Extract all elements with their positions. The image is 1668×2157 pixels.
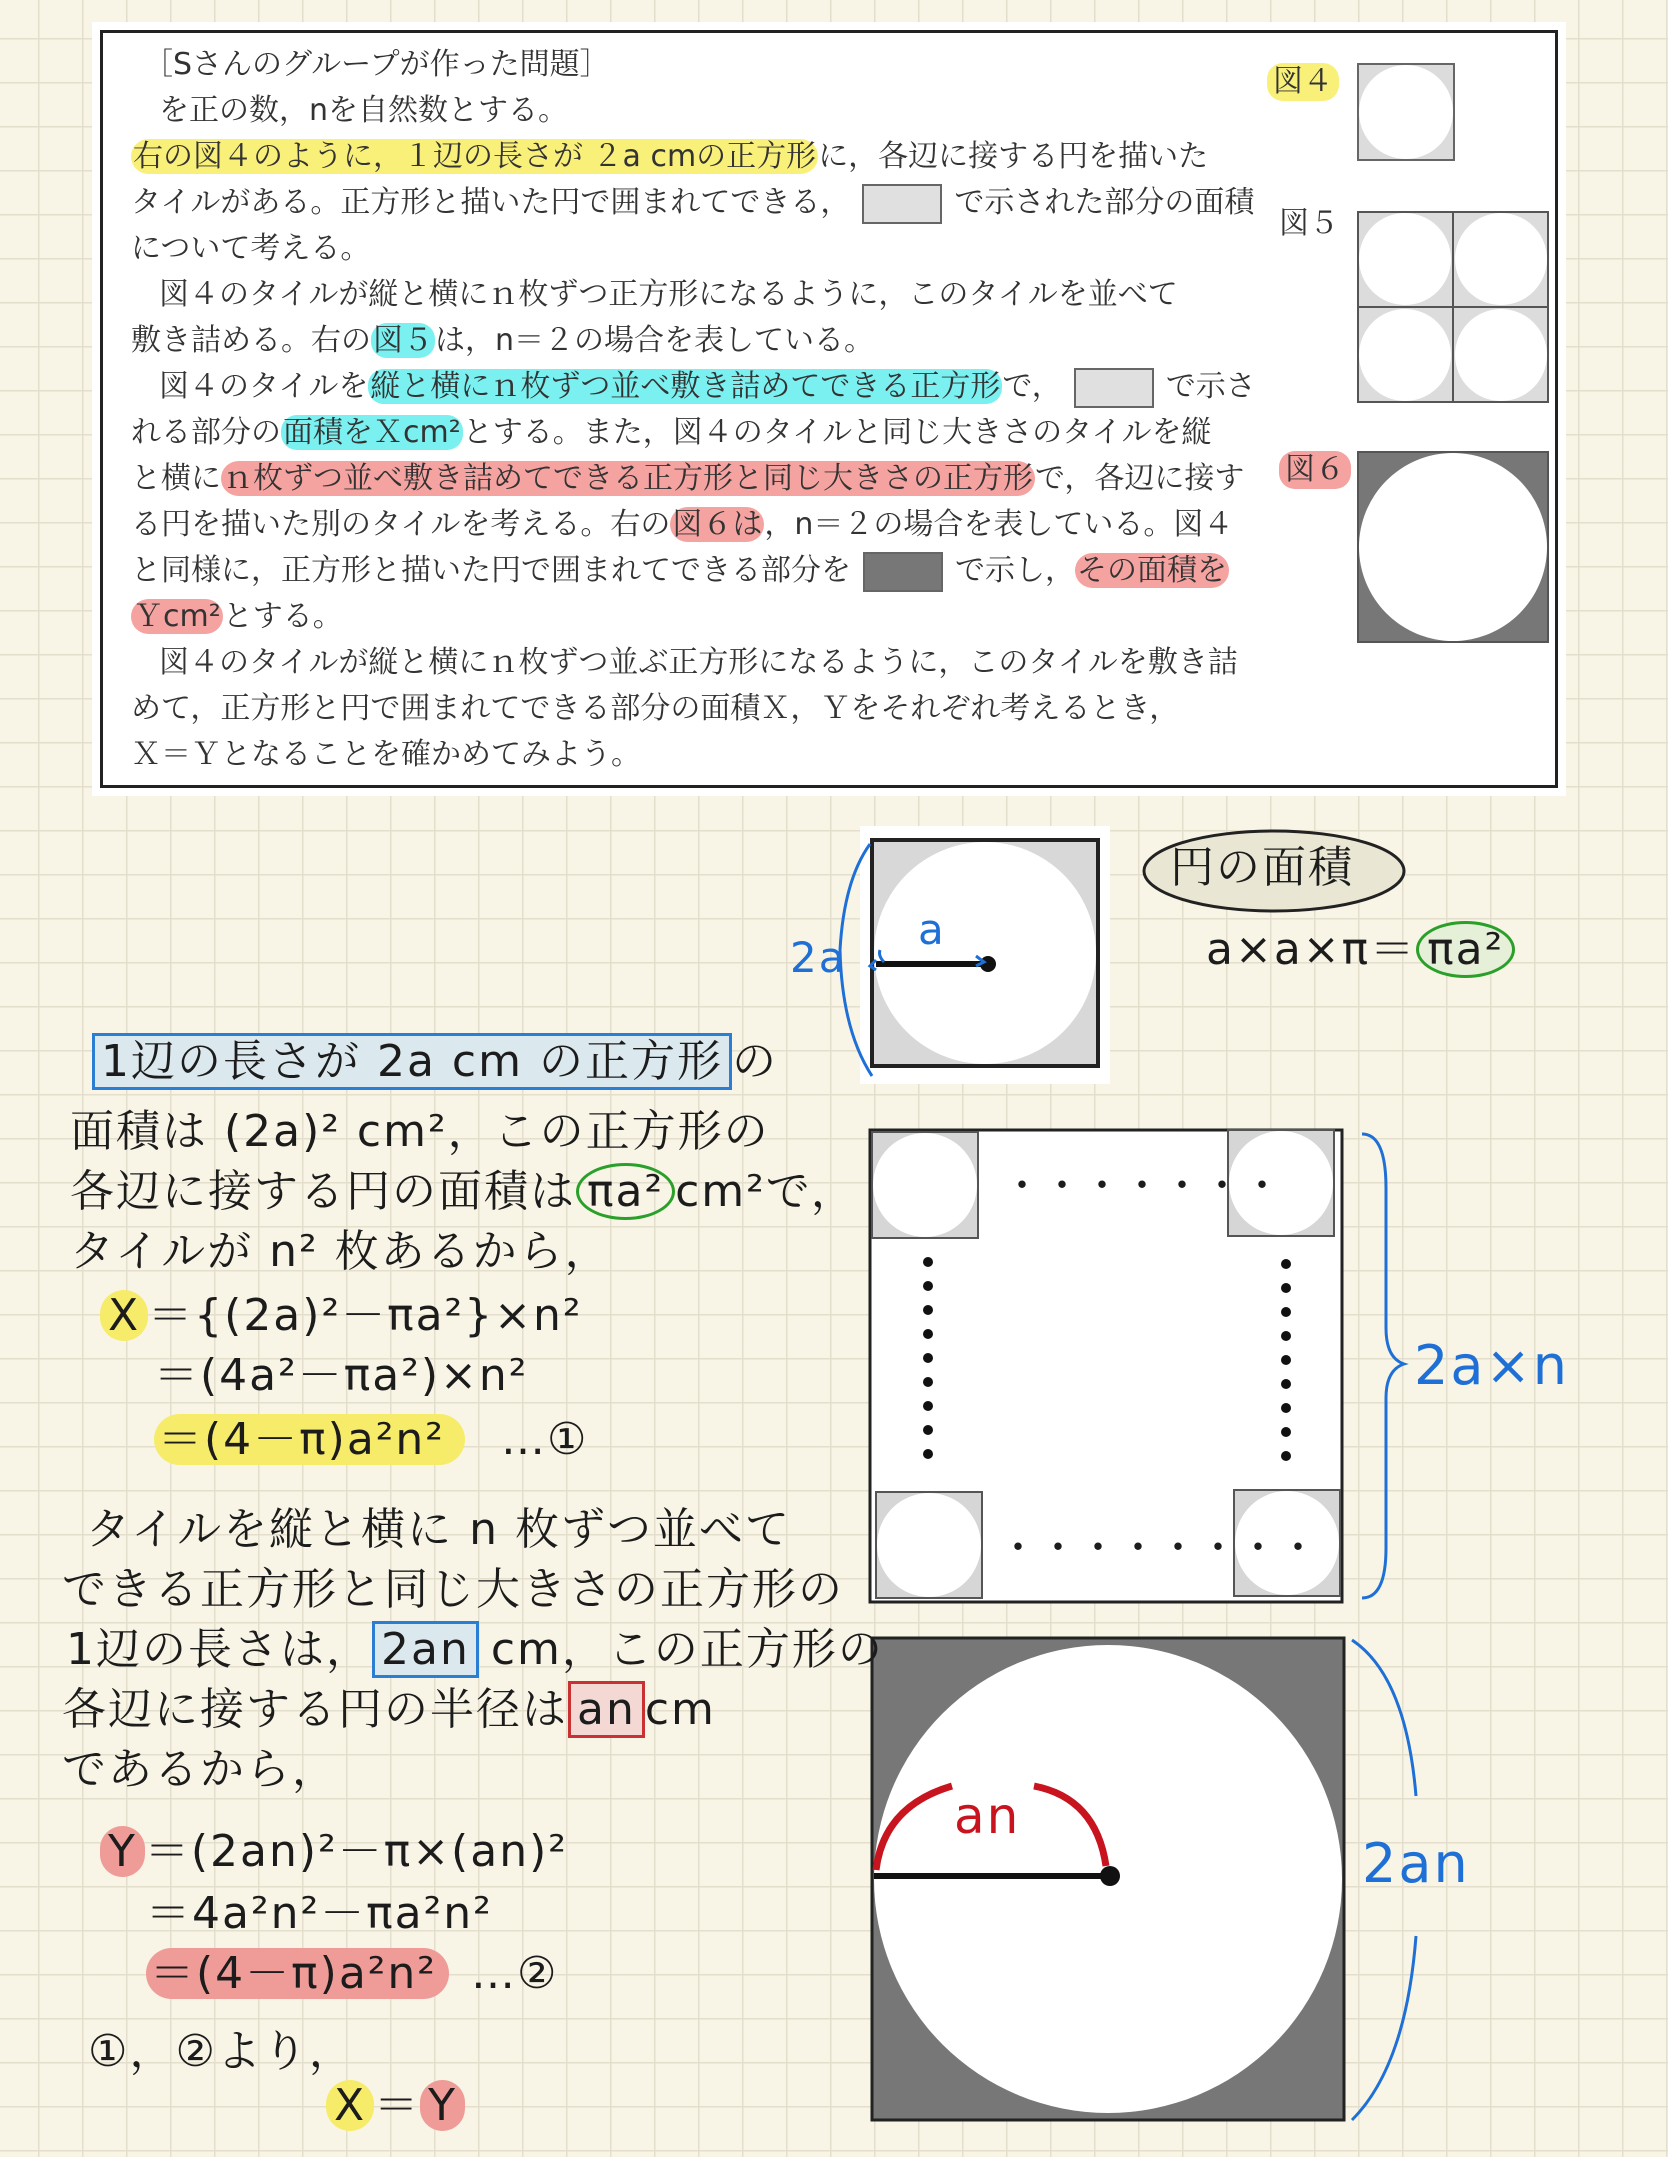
formula-text: a×a×π＝ [1206,924,1417,975]
x-equation-3 [154,1410,588,1470]
problem-line: 図４のタイルが縦と横にｎ枚ずつ正方形になるように，このタイルを並べて [159,277,1178,312]
equation-tag-2: …② [470,1948,559,1999]
problem-line: めて，正方形と円で囲まれてできる部分の面積Ｘ，Ｙをそれぞれ考えるとき， [131,691,1180,726]
dots-bottom: ・・・・・・・・ [998,1525,1318,1571]
equation-text: ＝{(2a)²－πa²}×n² [148,1290,583,1341]
note-line: できる正方形と同じ大きさの正方形の [62,1564,844,1615]
problem-line [131,135,1208,179]
x-label-highlight: X [100,1290,148,1341]
y-equation-1 [100,1822,568,1882]
label-a: a [918,905,946,954]
boxed-red: an [568,1681,645,1738]
figure-6-tile [1357,451,1549,643]
figure-4-tile [1357,63,1455,161]
note-line [92,1032,778,1092]
conclusion-y: Y [420,2080,465,2131]
problem-text: と同様に，正方形と描いた円で囲まれてできる部分を [131,553,851,588]
problem-text: で示された部分の面積 [954,185,1255,220]
highlight-red: ｎ枚ずつ並べ敷き詰めてできる正方形と同じ大きさの正方形 [223,461,1033,496]
conclusion-x: X [326,2080,374,2131]
conclusion-line-2 [326,2076,465,2136]
problem-line [131,549,1229,593]
y-equation-3 [146,1944,558,2004]
note-line: タイルを縦と横に n 枚ずつ並べて [86,1504,791,1555]
note-line [62,1680,716,1740]
problem-text: とする。また，図４のタイルと同じ大きさのタイルを縦 [462,415,1212,450]
note-line [66,1620,884,1680]
note-text: cm，この正方形の [490,1624,884,1675]
x-equation-1 [100,1286,583,1346]
big-circle-diagram [870,1636,1346,2124]
figure-6-label: 図６ [1279,451,1351,489]
problem-line [131,411,1212,455]
problem-text: とする。 [222,599,343,634]
highlight-cyan: 縦と横にｎ枚ずつ並べ敷き詰めてできる正方形 [370,369,1001,404]
label-2an: 2an [1362,1832,1470,1895]
x-equation-2: ＝(4a²－πa²)×n² [154,1350,529,1401]
problem-text: タイルがある。正方形と描いた円で囲まれてできる， [131,185,851,220]
problem-line [131,181,1254,225]
highlight-yellow: 右の図４のように，１辺の長さが ２a cmの正方形 [133,139,817,174]
label-2axn: 2a×n [1414,1334,1569,1397]
problem-line: 図４のタイルが縦と横にｎ枚ずつ並ぶ正方形になるように，このタイルを敷き詰 [159,645,1238,680]
note-line: 面積は (2a)² cm²，この正方形の [70,1106,770,1157]
problem-text: で示さ [1165,369,1256,404]
problem-heading: ［Sさんのグループが作った問題］ [143,47,610,82]
y-label-highlight: Y [100,1826,145,1877]
note-text: の [731,1036,778,1087]
problem-box [100,30,1558,788]
figure-5-label: 図５ [1279,206,1339,241]
x-result-highlight: ＝(4－π)a²n² [154,1414,465,1465]
problem-line [131,457,1244,501]
boxed-blue: 1辺の長さが 2a cm の正方形 [92,1033,732,1090]
note-line: であるから， [62,1744,338,1795]
equation-text: ＝ [374,2080,421,2131]
problem-text: る円を描いた別のタイルを考える。右の [131,507,671,542]
note-text: 各辺に接する円の半径は [62,1684,568,1735]
problem-text: 図４のタイルを [159,369,369,404]
light-gray-swatch [862,184,942,224]
problem-line [131,595,343,639]
problem-line [131,319,874,363]
highlight-cyan: 面積をＸcm² [283,415,461,450]
note-line: タイルが n² 枚あるから， [70,1226,611,1277]
note-text: cm²で， [675,1166,857,1217]
dots-top: ・・・・・・・ [1002,1163,1282,1209]
equation-text: ＝(2an)²－π×(an)² [144,1826,568,1877]
note-line [70,1162,857,1222]
problem-line: について考える。 [131,231,371,266]
problem-line: Ｘ＝Ｙとなることを確かめてみよう。 [131,737,641,772]
problem-line [131,503,1233,547]
dark-gray-swatch [863,552,943,592]
problem-text: 敷き詰める。右の [131,323,371,358]
y-result-highlight: ＝(4－π)a²n² [146,1948,449,1999]
figure-4-label: 図４ [1267,63,1339,101]
circle-area-formula [1206,920,1515,980]
tile-radius-diagram [860,826,1110,1084]
note-text: 1辺の長さは， [66,1624,372,1675]
highlight-red: その面積を [1077,553,1227,588]
boxed-blue: 2an [372,1621,479,1678]
label-an-radius: an [954,1787,1021,1845]
figure-5-tiles [1357,211,1549,403]
formula-circled: πa² [1416,921,1515,978]
problem-line: を正の数，nを自然数とする。 [159,93,569,128]
problem-text: で示し， [955,553,1075,588]
problem-text: で， [1002,369,1062,404]
note-text: 各辺に接する円の面積は [70,1166,576,1217]
y-equation-2: ＝4a²n²－πa²n² [146,1888,493,1939]
bracket-2axn [1356,1128,1416,1604]
problem-text: で，各辺に接す [1035,461,1245,496]
problem-text: に，各辺に接する円を描いた [818,139,1209,174]
circle-area-title: 円の面積 [1170,842,1354,893]
problem-line [159,365,1256,409]
problem-text: れる部分の [131,415,281,450]
highlight-red: Ｙcm² [133,599,221,634]
conclusion-line-1: ①，②より， [88,2026,355,2077]
problem-text: は，n＝２の場合を表している。 [435,323,875,358]
note-text: cm [644,1684,716,1735]
equation-tag-1: …① [500,1414,589,1465]
highlight-cyan: 図５ [373,323,433,358]
highlight-red: 図６は [672,507,763,542]
problem-text: ，n＝２の場合を表している。図４ [764,507,1234,542]
light-gray-swatch [1074,368,1154,408]
circled-green: πa² [576,1163,675,1220]
label-2a: 2a [790,933,847,982]
problem-text: と横に [131,461,221,496]
